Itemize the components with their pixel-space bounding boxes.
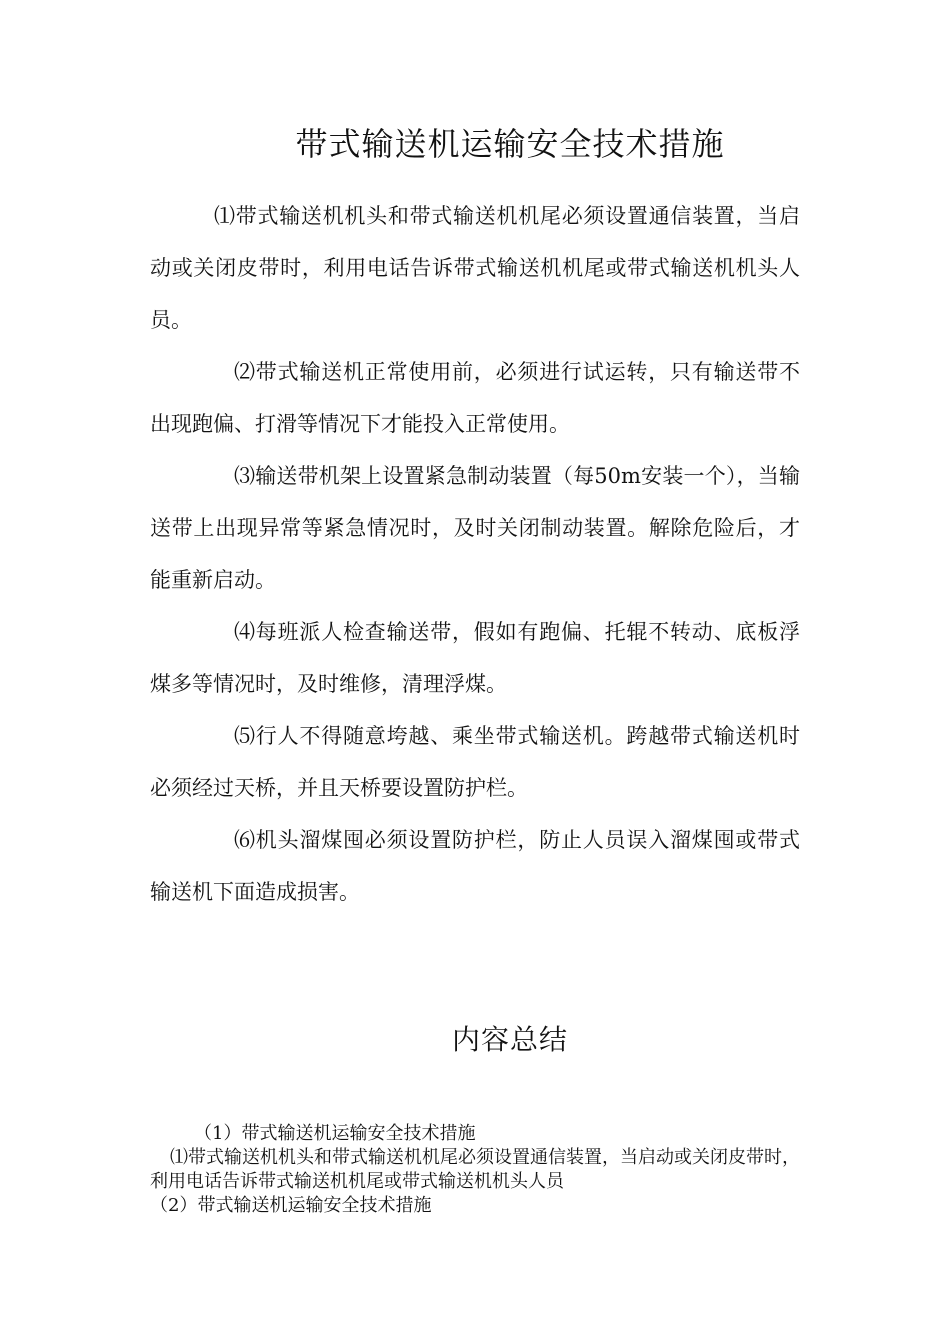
summary-line-1: （1）带式输送机运输安全技术措施	[194, 1123, 476, 1144]
paragraph-5: ⑸行人不得随意垮越、乘坐带式输送机。跨越带式输送机时必须经过天桥，并且天桥要设置防护栏。	[150, 724, 800, 800]
document-body	[150, 190, 800, 918]
paragraph-2: ⑵带式输送机正常使用前，必须进行试运转，只有输送带不出现跑偏、打滑等情况下才能投入正常使用。	[150, 360, 800, 436]
document-title: 带式输送机运输安全技术措施	[295, 125, 725, 163]
paragraph-6: ⑹机头溜煤囤必须设置防护栏，防止人员误入溜煤囤或带式输送机下面造成损害。	[150, 828, 800, 904]
summary-section	[150, 1122, 800, 1218]
summary-line-3: （2）带式输送机运输安全技术措施	[150, 1195, 432, 1216]
summary-title: 内容总结	[451, 1023, 568, 1056]
paragraph-1: ⑴带式输送机机头和带式输送机机尾必须设置通信装置，当启动或关闭皮带时，利用电话告诉带式输送机机尾或带式输送机机头人员。	[150, 204, 800, 332]
summary-line-2: ⑴带式输送机机头和带式输送机机尾必须设置通信装置，当启动或关闭皮带时，利用电话告诉带式输送机机尾或带式输送机机头人员	[150, 1147, 800, 1192]
paragraph-3: ⑶输送带机架上设置紧急制动装置（每50m安装一个），当输送带上出现异常等紧急情况时，及时关闭制动装置。解除危险后，才能重新启动。	[150, 464, 800, 592]
paragraph-4: ⑷每班派人检查输送带，假如有跑偏、托辊不转动、底板浮煤多等情况时，及时维修，清理浮煤。	[150, 620, 800, 696]
